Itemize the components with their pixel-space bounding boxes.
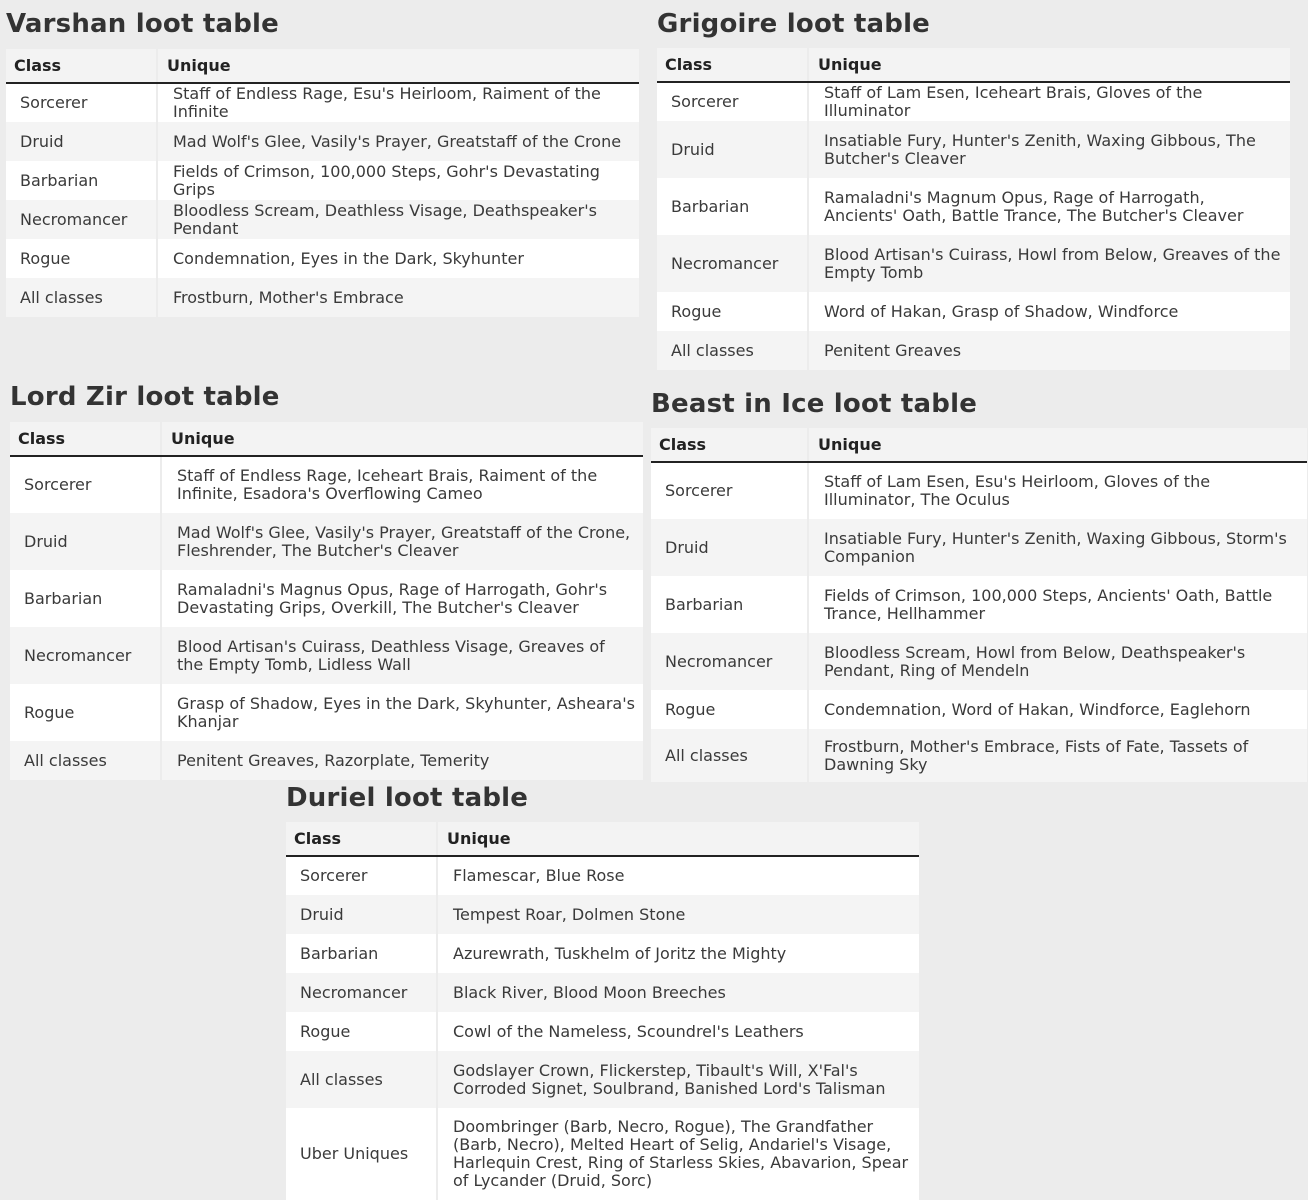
unique-cell: Fields of Crimson, 100,000 Steps, Gohr's Devastating Grips (157, 161, 639, 200)
unique-cell: Ramaladni's Magnus Opus, Rage of Harrogath, Gohr's Devastating Grips, Overkill, The Butcher's Cleaver (161, 570, 643, 627)
beast-in-ice-table-title: Beast in Ice loot table (651, 389, 978, 419)
table-row (651, 729, 1307, 782)
table-row (10, 684, 643, 741)
table-row (657, 178, 1290, 235)
class-column-header: Class (6, 49, 157, 83)
class-cell: All classes (20, 287, 103, 307)
unique-cell: Flamescar, Blue Rose (437, 856, 919, 895)
unique-column-header: Unique (161, 422, 643, 456)
class-cell: Rogue (24, 702, 75, 722)
class-cell: Druid (20, 131, 64, 151)
class-cell: Necromancer (671, 253, 779, 273)
class-cell: Druid (665, 537, 709, 557)
table-row (286, 934, 919, 973)
varshan-loot-section (6, 7, 639, 317)
lord-zir-loot-section (10, 380, 643, 780)
unique-cell: Frostburn, Mother's Embrace (157, 278, 639, 317)
table-row (657, 82, 1290, 121)
unique-cell: Bloodless Scream, Howl from Below, Deathspeaker's Pendant, Ring of Mendeln (808, 633, 1307, 690)
class-column-header: Class (286, 822, 437, 856)
class-column-header: Class (10, 422, 161, 456)
unique-cell: Word of Hakan, Grasp of Shadow, Windforce (808, 292, 1290, 331)
unique-cell: Doombringer (Barb, Necro, Rogue), The Grandfather (Barb, Necro), Melted Heart of Selig, Andariel's Visage, Harlequin Crest, Ring of Starless Skies, Abavarion, Spear of Lycander (Druid, Sorc) (437, 1108, 919, 1200)
unique-cell: Condemnation, Word of Hakan, Windforce, Eaglehorn (808, 690, 1307, 729)
class-cell: Druid (24, 531, 68, 551)
class-cell: All classes (300, 1069, 383, 1089)
class-cell: Uber Uniques (300, 1144, 409, 1163)
unique-cell: Penitent Greaves, Razorplate, Temerity (161, 741, 643, 780)
table-row (6, 161, 639, 200)
unique-cell: Staff of Endless Rage, Iceheart Brais, Raiment of the Infinite, Esadora's Overflowing Cameo (161, 456, 643, 513)
table-row (6, 278, 639, 317)
table-row (286, 895, 919, 934)
lord-zir-table-title: Lord Zir loot table (10, 382, 280, 412)
unique-column-header: Unique (437, 822, 919, 856)
table-row (6, 239, 639, 278)
class-cell: All classes (24, 750, 107, 770)
grigoire-table-title: Grigoire loot table (657, 9, 931, 39)
table-row (286, 1012, 919, 1051)
table-row (10, 627, 643, 684)
unique-cell: Penitent Greaves (808, 331, 1290, 370)
unique-cell: Tempest Roar, Dolmen Stone (437, 895, 919, 934)
class-cell: Necromancer (24, 645, 132, 665)
unique-column-header: Unique (157, 49, 639, 83)
unique-cell: Mad Wolf's Glee, Vasily's Prayer, Greatstaff of the Crone, Fleshrender, The Butcher's Cleaver (161, 513, 643, 570)
duriel-loot-table (286, 822, 919, 1200)
table-row (651, 576, 1307, 633)
table-row (10, 456, 643, 513)
table-row (651, 690, 1307, 729)
class-column-header: Class (651, 428, 808, 462)
unique-cell: Mad Wolf's Glee, Vasily's Prayer, Greatstaff of the Crone (157, 122, 639, 161)
table-row (651, 519, 1307, 576)
beast-in-ice-loot-table (651, 428, 1307, 782)
beast-in-ice-loot-section (651, 387, 1307, 782)
class-cell: Necromancer (300, 982, 408, 1002)
table-row (286, 1051, 919, 1108)
class-cell: Sorcerer (300, 866, 368, 885)
class-cell: Rogue (671, 301, 722, 321)
class-cell: Rogue (20, 248, 71, 268)
unique-column-header: Unique (808, 428, 1307, 462)
unique-cell: Staff of Lam Esen, Iceheart Brais, Gloves of the Illuminator (808, 82, 1290, 121)
unique-cell: Grasp of Shadow, Eyes in the Dark, Skyhunter, Asheara's Khanjar (161, 684, 643, 741)
table-row (6, 200, 639, 239)
class-cell: Barbarian (665, 594, 744, 614)
class-cell: Necromancer (665, 651, 773, 671)
unique-cell: Insatiable Fury, Hunter's Zenith, Waxing Gibbous, The Butcher's Cleaver (808, 121, 1290, 178)
class-cell: All classes (671, 340, 754, 360)
class-cell: Barbarian (671, 196, 750, 216)
unique-cell: Azurewrath, Tuskhelm of Joritz the Mighty (437, 934, 919, 973)
unique-cell: Fields of Crimson, 100,000 Steps, Ancients' Oath, Battle Trance, Hellhammer (808, 576, 1307, 633)
class-cell: Sorcerer (20, 93, 88, 112)
unique-cell: Frostburn, Mother's Embrace, Fists of Fate, Tassets of Dawning Sky (808, 729, 1307, 782)
class-cell: All classes (665, 745, 748, 765)
class-cell: Druid (671, 139, 715, 159)
grigoire-loot-section (657, 7, 1290, 370)
unique-cell: Blood Artisan's Cuirass, Howl from Below, Greaves of the Empty Tomb (808, 235, 1290, 292)
class-cell: Necromancer (20, 209, 128, 229)
unique-cell: Ramaladni's Magnum Opus, Rage of Harrogath, Ancients' Oath, Battle Trance, The Butcher's Cleaver (808, 178, 1290, 235)
class-cell: Druid (300, 904, 344, 924)
table-row (286, 856, 919, 895)
unique-cell: Insatiable Fury, Hunter's Zenith, Waxing Gibbous, Storm's Companion (808, 519, 1307, 576)
table-row (10, 741, 643, 780)
unique-cell: Bloodless Scream, Deathless Visage, Deathspeaker's Pendant (157, 200, 639, 239)
unique-cell: Condemnation, Eyes in the Dark, Skyhunter (157, 239, 639, 278)
duriel-loot-section (286, 781, 919, 1200)
table-row (657, 121, 1290, 178)
varshan-loot-table (6, 49, 639, 317)
table-row (651, 462, 1307, 519)
table-row (657, 235, 1290, 292)
table-row (651, 633, 1307, 690)
class-column-header: Class (657, 48, 808, 82)
unique-cell: Godslayer Crown, Flickerstep, Tibault's Will, X'Fal's Corroded Signet, Soulbrand, Banished Lord's Talisman (437, 1051, 919, 1108)
table-row (10, 570, 643, 627)
table-row (6, 122, 639, 161)
table-row (286, 973, 919, 1012)
class-cell: Sorcerer (665, 481, 733, 500)
unique-cell: Blood Artisan's Cuirass, Deathless Visage, Greaves of the Empty Tomb, Lidless Wall (161, 627, 643, 684)
unique-cell: Staff of Lam Esen, Esu's Heirloom, Gloves of the Illuminator, The Oculus (808, 462, 1307, 519)
class-cell: Barbarian (300, 943, 379, 963)
lord-zir-loot-table (10, 422, 643, 780)
unique-column-header: Unique (808, 48, 1290, 82)
class-cell: Rogue (300, 1021, 351, 1041)
class-cell: Sorcerer (671, 92, 739, 111)
table-row (657, 292, 1290, 331)
unique-cell: Black River, Blood Moon Breeches (437, 973, 919, 1012)
unique-cell: Cowl of the Nameless, Scoundrel's Leathers (437, 1012, 919, 1051)
duriel-table-title: Duriel loot table (286, 783, 529, 813)
grigoire-loot-table (657, 48, 1290, 370)
table-row (10, 513, 643, 570)
table-row (286, 1108, 919, 1200)
table-row (657, 331, 1290, 370)
table-row (6, 83, 639, 122)
class-cell: Barbarian (24, 588, 103, 608)
unique-cell: Staff of Endless Rage, Esu's Heirloom, Raiment of the Infinite (157, 83, 639, 122)
class-cell: Rogue (665, 699, 716, 719)
varshan-table-title: Varshan loot table (6, 9, 280, 39)
class-cell: Barbarian (20, 170, 99, 190)
class-cell: Sorcerer (24, 475, 92, 494)
